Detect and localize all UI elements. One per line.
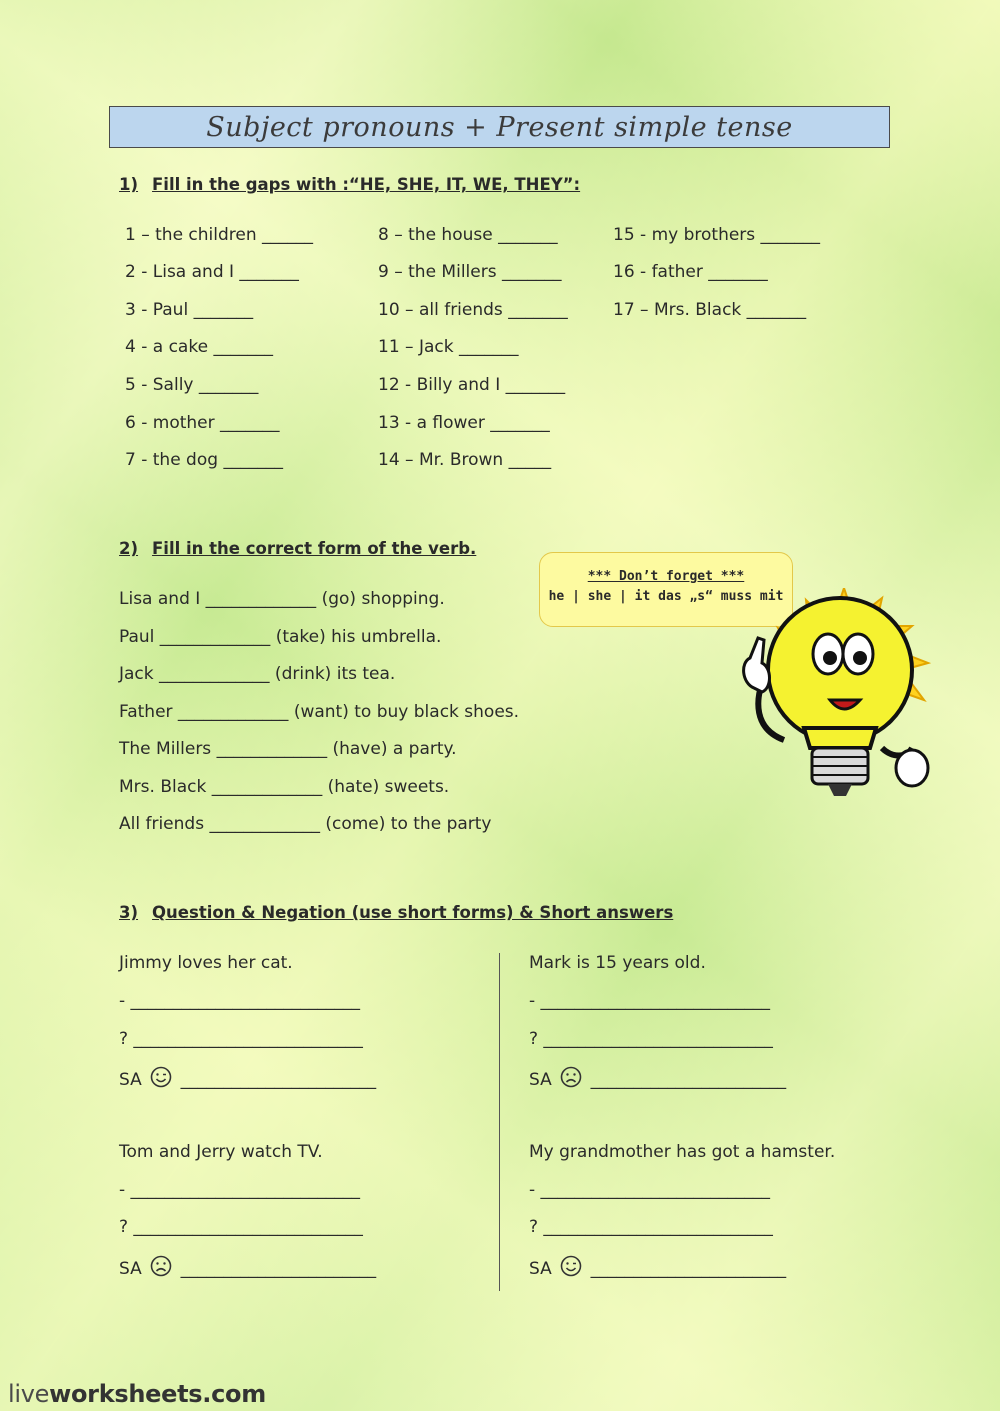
worksheet-title: Subject pronouns + Present simple tense [206,111,793,143]
reminder-line2: he | she | it das „s“ muss mit [548,589,784,604]
gap-item[interactable]: 3 - Paul _______ [125,300,254,320]
gap-item[interactable]: 5 - Sally _______ [125,375,259,395]
section1-number: 1) [119,175,139,194]
worksheet-title-box [109,106,890,148]
question-line[interactable]: ? ___________________________ [119,1029,363,1049]
section3-number: 3) [119,903,139,922]
gap-item[interactable]: 13 - a flower _______ [378,413,550,433]
brand-suffix: .com [202,1380,266,1408]
section1-heading [119,175,580,194]
brand-bold: worksheets [49,1380,203,1408]
verb-sentence[interactable]: The Millers _____________ (have) a party. [119,739,457,759]
gap-item[interactable]: 8 – the house _______ [378,225,558,245]
verb-sentence[interactable]: All friends _____________ (come) to the party [119,814,492,834]
gap-item[interactable]: 4 - a cake _______ [125,337,273,357]
short-answer-label: SA [529,1070,552,1090]
exercise-sentence: Tom and Jerry watch TV. [119,1142,323,1162]
verb-sentence[interactable]: Paul _____________ (take) his umbrella. [119,627,442,647]
gap-item[interactable]: 10 – all friends _______ [378,300,568,320]
short-answer-blank: _______________________ [180,1070,377,1090]
gap-item[interactable]: 7 - the dog _______ [125,450,283,470]
verb-sentence[interactable]: Mrs. Black _____________ (hate) sweets. [119,777,450,797]
section2-heading-text: Fill in the correct form of the verb. [152,539,477,558]
exercise-sentence: My grandmother has got a hamster. [529,1142,836,1162]
exercise-sentence: Mark is 15 years old. [529,953,706,973]
sad-face-icon [150,1255,172,1277]
question-line[interactable]: ? ___________________________ [529,1029,773,1049]
section2-number: 2) [119,539,139,558]
short-answer-line[interactable] [529,1066,786,1090]
happy-face-icon [560,1255,582,1277]
negation-line[interactable]: - ___________________________ [119,991,361,1011]
short-answer-label: SA [119,1070,142,1090]
gap-item[interactable]: 1 – the children ______ [125,225,314,245]
section3-heading [119,903,673,922]
gap-item[interactable]: 17 – Mrs. Black _______ [613,300,807,320]
short-answer-blank: _______________________ [590,1259,787,1279]
short-answer-label: SA [529,1259,552,1279]
gap-item[interactable]: 11 – Jack _______ [378,337,519,357]
happy-face-icon [150,1066,172,1088]
gap-item[interactable]: 15 - my brothers _______ [613,225,821,245]
gap-item[interactable]: 16 - father _______ [613,262,768,282]
question-line[interactable]: ? ___________________________ [529,1217,773,1237]
section1-heading-text: Fill in the gaps with :“HE, SHE, IT, WE, THEY”: [152,175,581,194]
negation-line[interactable]: - ___________________________ [529,1180,771,1200]
section3-heading-text: Question & Negation (use short forms) & Short answers [152,903,674,922]
gap-item[interactable]: 6 - mother _______ [125,413,280,433]
short-answer-blank: _______________________ [590,1070,787,1090]
lightbulb-mascot-icon [732,588,932,803]
sad-face-icon [560,1066,582,1088]
verb-sentence[interactable]: Father _____________ (want) to buy black shoes. [119,702,520,722]
verb-sentence[interactable]: Jack _____________ (drink) its tea. [119,664,396,684]
exercise-sentence: Jimmy loves her cat. [119,953,293,973]
gap-item[interactable]: 2 - Lisa and I _______ [125,262,299,282]
brand-light: live [8,1380,50,1408]
section2-heading [119,539,476,558]
short-answer-label: SA [119,1259,142,1279]
gap-item[interactable]: 14 – Mr. Brown _____ [378,450,552,470]
negation-line[interactable]: - ___________________________ [119,1180,361,1200]
column-divider [499,953,500,1291]
short-answer-line[interactable] [529,1255,786,1279]
verb-sentence[interactable]: Lisa and I _____________ (go) shopping. [119,589,445,609]
reminder-line1: *** Don’t forget *** [587,569,745,584]
short-answer-blank: _______________________ [180,1259,377,1279]
short-answer-line[interactable] [119,1255,376,1279]
gap-item[interactable]: 12 - Billy and I _______ [378,375,566,395]
negation-line[interactable]: - ___________________________ [529,991,771,1011]
short-answer-line[interactable] [119,1066,376,1090]
gap-item[interactable]: 9 – the Millers _______ [378,262,562,282]
question-line[interactable]: ? ___________________________ [119,1217,363,1237]
liveworksheets-logo[interactable] [8,1380,266,1408]
